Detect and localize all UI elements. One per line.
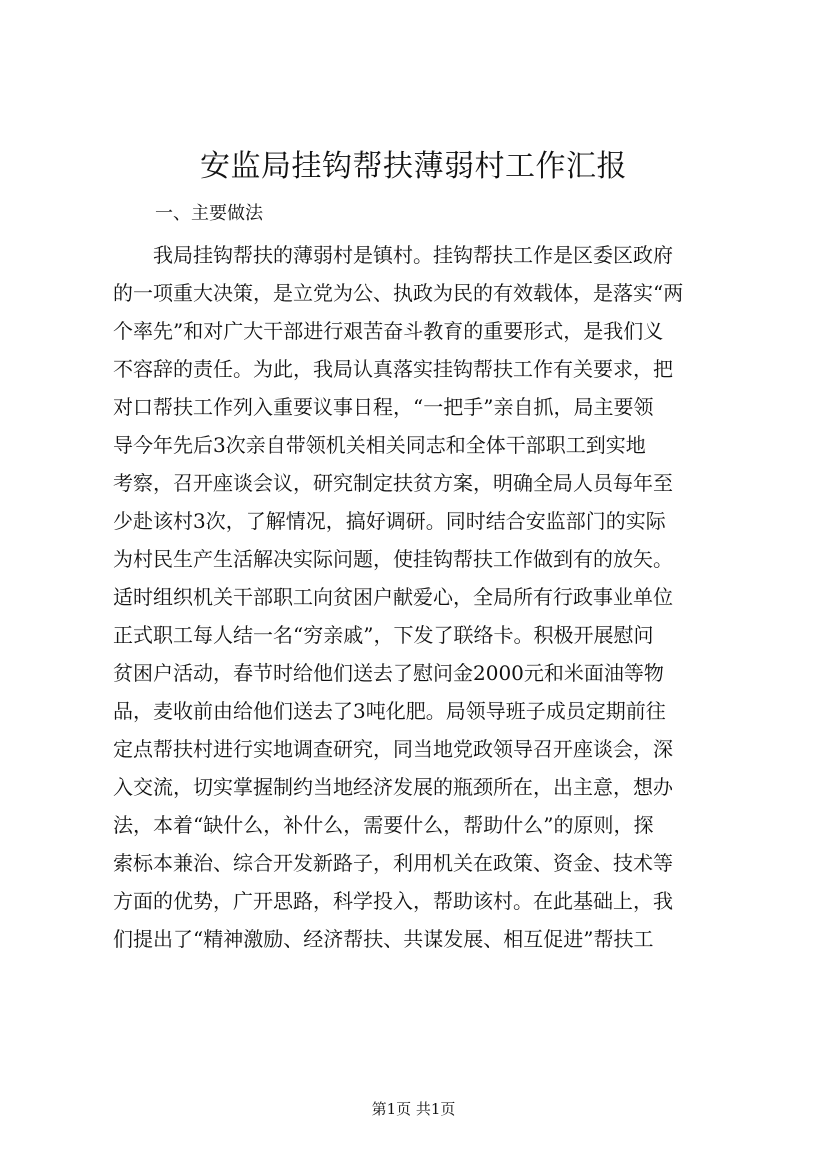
section-heading: 一、主要做法 [155,203,263,224]
body-line: 不容辞的责任。为此，我局认真落实挂钩帮扶工作有关要求，把 [113,357,673,381]
body-line: 定点帮扶村进行实地调查研究，同当地党政领导召开座谈会，深 [113,737,673,761]
body-line: 对口帮扶工作列入重要议事日程，“一把手”亲自抓，局主要领 [113,395,654,419]
body-line: 法，本着“缺什么，补什么，需要什么，帮助什么”的原则，探 [113,813,654,837]
body-line: 品，麦收前由给他们送去了3吨化肥。局领导班子成员定期前往 [113,699,666,723]
body-line: 入交流，切实掌握制约当地经济发展的瓶颈所在，出主意，想办 [113,775,673,799]
body-line: 方面的优势，广开思路，科学投入，帮助该村。在此基础上，我 [113,889,673,913]
body-line: 为村民生产生活解决实际问题，使挂钩帮扶工作做到有的放矢。 [113,547,673,571]
body-line: 们提出了“精神激励、经济帮扶、共谋发展、相互促进”帮扶工 [113,927,654,951]
document-title: 安监局挂钩帮扶薄弱村工作汇报 [200,149,627,184]
body-line: 少赴该村3次，了解情况，搞好调研。同时结合安监部门的实际 [113,509,666,533]
body-line: 个率先”和对广大干部进行艰苦奋斗教育的重要形式，是我们义 [113,319,664,343]
body-line: 适时组织机关干部职工向贫困户献爱心，全局所有行政事业单位 [113,585,673,609]
body-line: 贫困户活动，春节时给他们送去了慰问金2000元和米面油等物 [113,661,664,685]
body-line: 考察，召开座谈会议，研究制定扶贫方案，明确全局人员每年至 [113,471,673,495]
body-line: 正式职工每人结一名“穷亲戚”，下发了联络卡。积极开展慰问 [113,623,654,647]
body-line: 我局挂钩帮扶的薄弱村是镇村。挂钩帮扶工作是区委区政府 [113,243,673,267]
body-line: 的一项重大决策，是立党为公、执政为民的有效载体，是落实“两 [113,281,684,305]
body-line: 索标本兼治、综合开发新路子，利用机关在政策、资金、技术等 [113,851,673,875]
body-paragraph [113,236,743,958]
body-line: 导今年先后3次亲自带领机关相关同志和全体干部职工到实地 [113,433,646,457]
page-footer: 第1页 共1页 [371,1100,456,1118]
